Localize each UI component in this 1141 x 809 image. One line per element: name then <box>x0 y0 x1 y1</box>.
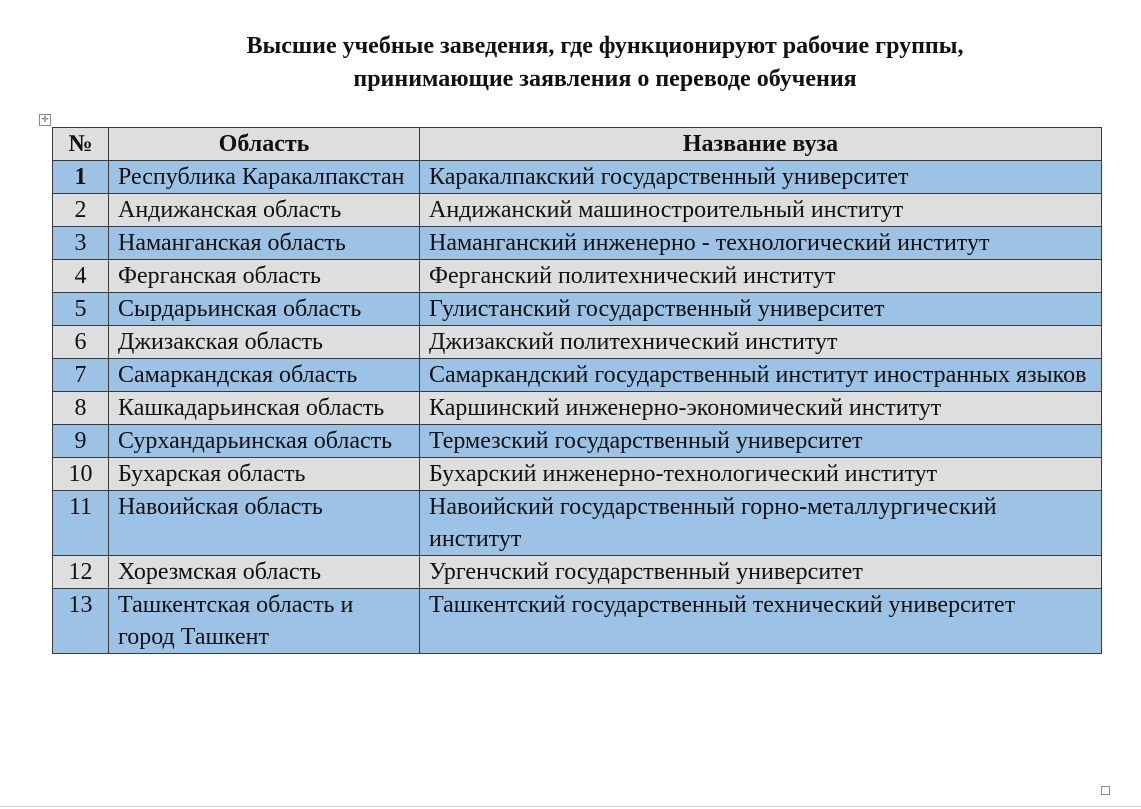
row-region: Андижанская область <box>109 194 420 227</box>
row-number: 9 <box>53 425 109 458</box>
row-university: Ургенчский государственный университет <box>420 556 1102 589</box>
table-header-row <box>53 128 1102 161</box>
row-number: 13 <box>53 589 109 654</box>
row-university: Андижанский машиностроительный институт <box>420 194 1102 227</box>
title-line-2: принимающие заявления о переводе обучения <box>353 66 857 92</box>
row-university: Ферганский политехнический институт <box>420 260 1102 293</box>
row-region: Сырдарьинская область <box>109 293 420 326</box>
table-row <box>53 556 1102 589</box>
header-university: Название вуза <box>420 128 1102 161</box>
table-row <box>53 161 1102 194</box>
table-row <box>53 194 1102 227</box>
row-number: 2 <box>53 194 109 227</box>
header-region: Область <box>109 128 420 161</box>
row-number: 6 <box>53 326 109 359</box>
row-region: Навоийская область <box>109 491 420 556</box>
row-university: Каракалпакский государственный университет <box>420 161 1102 194</box>
title-line-1: Высшие учебные заведения, где функционируют рабочие группы, <box>246 33 964 59</box>
row-number: 12 <box>53 556 109 589</box>
row-university: Гулистанский государственный университет <box>420 293 1102 326</box>
row-number: 8 <box>53 392 109 425</box>
row-number: 7 <box>53 359 109 392</box>
row-region: Ташкентская область и город Ташкент <box>109 589 420 654</box>
row-number: 3 <box>53 227 109 260</box>
row-number: 11 <box>53 491 109 556</box>
table-row <box>53 425 1102 458</box>
table-row <box>53 260 1102 293</box>
row-university: Самаркандский государственный институт иностранных языков <box>420 359 1102 392</box>
row-university: Бухарский инженерно-технологический институт <box>420 458 1102 491</box>
page-edge-divider <box>0 806 1141 807</box>
row-region: Наманганская область <box>109 227 420 260</box>
row-region: Сурхандарьинская область <box>109 425 420 458</box>
row-university: Навоийский государственный горно-металлургический институт <box>420 491 1102 556</box>
table-row <box>53 491 1102 556</box>
table-row <box>53 227 1102 260</box>
row-university: Джизакский политехнический институт <box>420 326 1102 359</box>
table-row <box>53 293 1102 326</box>
row-region: Ферганская область <box>109 260 420 293</box>
row-university: Наманганский инженерно - технологический институт <box>420 227 1102 260</box>
row-number: 1 <box>53 161 109 194</box>
row-region: Хорезмская область <box>109 556 420 589</box>
header-number: № <box>53 128 109 161</box>
universities-table <box>52 127 1102 654</box>
row-number: 5 <box>53 293 109 326</box>
row-number: 4 <box>53 260 109 293</box>
row-university: Ташкентский государственный технический университет <box>420 589 1102 654</box>
table-row <box>53 589 1102 654</box>
row-region: Бухарская область <box>109 458 420 491</box>
table-row <box>53 326 1102 359</box>
resize-square-icon[interactable] <box>1101 786 1110 795</box>
row-region: Джизакская область <box>109 326 420 359</box>
row-university: Каршинский инженерно-экономический институт <box>420 392 1102 425</box>
move-cross-icon[interactable]: ✛ <box>39 114 51 126</box>
row-region: Кашкадарьинская область <box>109 392 420 425</box>
row-number: 10 <box>53 458 109 491</box>
row-region: Республика Каракалпакстан <box>109 161 420 194</box>
row-region: Самаркандская область <box>109 359 420 392</box>
row-university: Термезский государственный университет <box>420 425 1102 458</box>
table-row <box>53 392 1102 425</box>
document-title <box>150 30 1060 96</box>
table-row <box>53 458 1102 491</box>
table-row <box>53 359 1102 392</box>
